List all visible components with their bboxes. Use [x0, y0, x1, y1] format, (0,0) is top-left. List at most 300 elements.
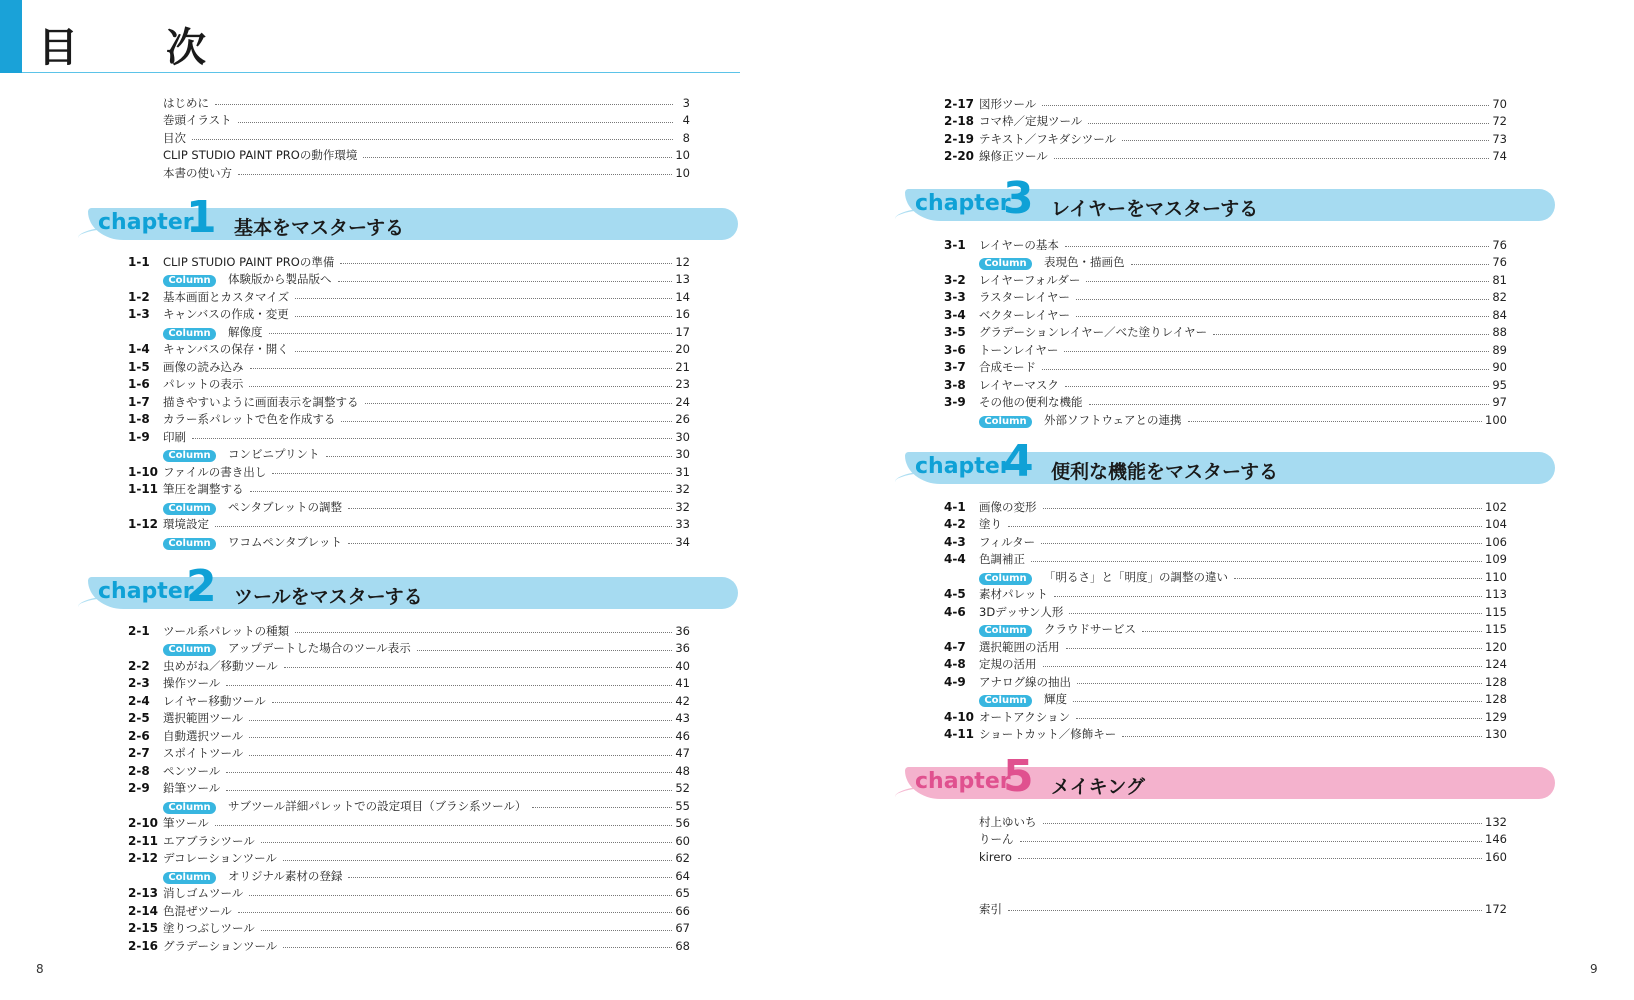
chapter-header-5[interactable] [895, 751, 1555, 802]
entry-title: 筆ツール [163, 816, 209, 830]
toc-entry[interactable] [128, 288, 690, 305]
toc-entry[interactable] [128, 323, 690, 340]
entry-label [979, 814, 1037, 830]
toc-entry[interactable] [944, 568, 1507, 585]
entry-label [163, 130, 186, 146]
leader-dots [1088, 123, 1489, 124]
entry-title: キャンバスの保存・開く [163, 342, 289, 356]
entry-number: 1-11 [128, 482, 159, 496]
entry-page-number: 40 [675, 658, 690, 673]
leader-dots [1131, 264, 1490, 265]
page-number-right: 9 [1590, 962, 1598, 976]
leader-dots [226, 772, 672, 773]
leader-dots [192, 438, 672, 439]
column-badge: Column [979, 625, 1032, 637]
toc-entry[interactable] [128, 675, 690, 692]
toc-entry[interactable] [944, 254, 1507, 271]
toc-entry[interactable] [128, 937, 690, 954]
entry-label [163, 411, 335, 427]
toc-entry[interactable] [944, 726, 1507, 743]
toc-entry[interactable] [128, 745, 690, 762]
entry-title: 解像度 [228, 324, 263, 339]
toc-entry[interactable] [128, 902, 690, 919]
entry-title: パレットの表示 [163, 377, 244, 391]
toc-entry[interactable] [944, 148, 1507, 165]
leader-dots [295, 632, 672, 633]
toc-entry[interactable] [128, 376, 690, 393]
leader-dots [1086, 281, 1489, 282]
toc-entry[interactable] [128, 640, 690, 657]
entry-page-number: 36 [675, 641, 690, 655]
entry-label [163, 464, 266, 480]
leader-dots [1065, 246, 1489, 247]
toc-entry[interactable] [944, 831, 1507, 848]
toc-entry[interactable] [944, 411, 1507, 428]
toc-entry[interactable] [128, 253, 690, 270]
column-badge: Column [163, 538, 216, 550]
entry-page-number: 124 [1485, 657, 1507, 671]
column-badge: Column [979, 416, 1032, 428]
entry-number: 3-2 [944, 272, 966, 287]
entry-number: 3-8 [944, 377, 966, 392]
chapter-number: 2 [186, 561, 217, 612]
entry-number: 1-9 [128, 429, 150, 444]
entry-page-number: 31 [675, 464, 690, 479]
title-rule [22, 72, 740, 73]
entry-page-number: 76 [1492, 255, 1507, 269]
entry-label [163, 394, 359, 410]
entry-page-number: 43 [675, 711, 690, 725]
entry-title: CLIP STUDIO PAINT PROの準備 [163, 254, 335, 269]
toc-entry[interactable] [944, 306, 1507, 323]
entry-page-number: 62 [675, 851, 690, 865]
toc-entry[interactable] [128, 657, 690, 674]
leader-dots [341, 421, 672, 422]
entry-label [163, 534, 342, 550]
entry-page-number: 74 [1492, 149, 1507, 163]
leader-dots [272, 473, 672, 474]
entry-label [163, 147, 357, 163]
column-badge: Column [163, 275, 216, 287]
entry-label [163, 516, 209, 532]
toc-entry[interactable] [128, 306, 690, 323]
leader-dots [1089, 404, 1490, 405]
toc-entry[interactable] [128, 762, 690, 779]
front-entry[interactable] [163, 129, 690, 146]
leader-dots [1077, 683, 1482, 684]
entry-title: 本書の使い方 [163, 165, 232, 180]
entry-page-number: 26 [675, 412, 690, 426]
entry-title: ラスターレイヤー [979, 290, 1070, 304]
entry-title: ショートカット／修飾キー [979, 727, 1117, 741]
toc-entry[interactable] [944, 289, 1507, 306]
entry-label [979, 377, 1059, 393]
entry-label [979, 534, 1035, 550]
toc-entry[interactable] [128, 516, 690, 533]
entry-title: 環境設定 [163, 517, 209, 531]
entry-number: 2-6 [128, 728, 150, 743]
entry-label [163, 289, 289, 305]
leader-dots [249, 386, 672, 387]
leader-dots [1018, 858, 1482, 859]
toc-entry[interactable] [128, 920, 690, 937]
entry-number: 2-20 [944, 149, 975, 163]
leader-dots [249, 737, 672, 738]
entry-page-number: 8 [682, 130, 690, 145]
entry-number: 4-10 [944, 709, 975, 724]
chapter-title: 便利な機能をマスターする [1051, 461, 1279, 483]
toc-entry[interactable] [128, 622, 690, 639]
entry-number: 4-9 [944, 674, 966, 689]
leader-dots [365, 403, 673, 404]
entry-title: 鉛筆ツール [163, 781, 221, 795]
leader-dots [340, 263, 672, 264]
entry-page-number: 48 [675, 763, 690, 778]
entry-title: オートアクション [979, 709, 1071, 724]
leader-dots [238, 174, 672, 175]
toc-entry[interactable] [944, 551, 1507, 568]
entry-number: 2-14 [128, 903, 159, 918]
entry-number: 2-19 [944, 131, 975, 146]
toc-entry[interactable] [944, 324, 1507, 341]
entry-page-number: 84 [1492, 307, 1507, 322]
leader-dots [1043, 823, 1483, 824]
leader-dots [283, 947, 672, 948]
toc-entry[interactable] [128, 692, 690, 709]
entry-page-number: 52 [675, 781, 690, 795]
entry-title: 塗りつぶしツール [163, 921, 255, 935]
entry-label [163, 306, 289, 322]
entry-label [163, 446, 320, 462]
entry-title: 色調補正 [979, 552, 1025, 566]
chapter-header-1[interactable] [78, 192, 738, 243]
entry-number: 4-3 [944, 534, 966, 549]
toc-entry[interactable] [128, 850, 690, 867]
column-badge: Column [163, 450, 216, 462]
entry-number: 2-7 [128, 746, 150, 760]
leader-dots [1076, 718, 1482, 719]
chapter-title: ツールをマスターする [234, 586, 423, 608]
entry-title: ペンタブレットの調整 [228, 499, 342, 514]
front-entry[interactable] [163, 112, 690, 129]
leader-dots [348, 508, 672, 509]
chapter-word: chapter [915, 454, 1011, 479]
leader-dots [261, 842, 673, 843]
entry-page-number: 14 [675, 289, 690, 304]
entry-label [163, 728, 243, 744]
leader-dots [363, 157, 672, 158]
entry-title: 3Dデッサン人形 [979, 604, 1064, 619]
chapter-header-2[interactable] [78, 561, 738, 612]
leader-dots [1142, 631, 1482, 632]
entry-page-number: 10 [675, 165, 690, 180]
entry-page-number: 100 [1485, 412, 1507, 427]
entry-page-number: 73 [1492, 131, 1507, 146]
entry-title: はじめに [163, 95, 209, 110]
entry-number: 2-18 [944, 114, 975, 128]
entry-label [163, 710, 243, 726]
toc-entry[interactable] [944, 656, 1507, 673]
toc-entry[interactable] [128, 341, 690, 358]
toc-entry[interactable] [128, 780, 690, 797]
entry-label [979, 394, 1083, 410]
leader-dots [1076, 299, 1490, 300]
chapter-word: chapter [915, 769, 1011, 794]
entry-page-number: 106 [1485, 534, 1507, 549]
entry-title: ファイルの書き出し [163, 464, 267, 479]
entry-number: 2-9 [128, 781, 150, 795]
entry-number: 2-8 [128, 763, 150, 778]
entry-page-number: 102 [1485, 499, 1507, 514]
entry-title: テキスト／フキダシツール [979, 131, 1116, 146]
leader-dots [192, 139, 673, 140]
entry-page-number: 32 [675, 499, 690, 514]
entry-label [979, 324, 1207, 340]
entry-title: CLIP STUDIO PAINT PROの動作環境 [163, 148, 358, 162]
entry-page-number: 104 [1485, 517, 1507, 531]
leader-dots [284, 667, 673, 668]
entry-label [163, 693, 266, 709]
entry-title: ワコムペンタブレット [228, 534, 342, 549]
toc-entry[interactable] [944, 516, 1507, 533]
leader-dots [1031, 561, 1482, 562]
entry-label [163, 165, 232, 181]
entry-title: レイヤーフォルダー [979, 272, 1081, 287]
entry-title: りーん [979, 832, 1014, 846]
entry-title: 目次 [163, 130, 186, 145]
entry-page-number: 66 [675, 903, 690, 918]
entry-title: 「明るさ」と「明度」の調整の違い [1044, 569, 1228, 584]
entry-label [163, 481, 244, 497]
chapter-header-4[interactable] [895, 436, 1555, 487]
leader-dots [238, 912, 673, 913]
leader-dots [1008, 526, 1482, 527]
entry-page-number: 65 [675, 886, 690, 900]
toc-entry[interactable] [128, 358, 690, 375]
leader-dots [1041, 543, 1482, 544]
entry-number: 1-5 [128, 359, 150, 374]
toc-entry[interactable] [944, 848, 1507, 865]
leader-dots [1213, 334, 1489, 335]
entry-number: 3-5 [944, 325, 966, 339]
chapter-header-3[interactable] [895, 173, 1555, 224]
page-number-left: 8 [36, 962, 44, 976]
column-badge: Column [979, 695, 1032, 707]
leader-dots [226, 685, 672, 686]
entry-page-number: 64 [675, 868, 690, 883]
toc-entry[interactable] [944, 271, 1507, 288]
leader-dots [348, 877, 672, 878]
entry-title: オリジナル素材の登録 [228, 868, 343, 883]
title-accent-bar [0, 0, 22, 73]
entry-number: 2-11 [128, 833, 159, 848]
entry-number: 1-3 [128, 307, 150, 321]
chapter-word: chapter [98, 579, 194, 604]
leader-dots [1008, 910, 1482, 911]
entry-label [979, 307, 1070, 323]
toc-entry[interactable] [128, 428, 690, 445]
chapter-title: レイヤーをマスターする [1051, 198, 1259, 220]
entry-number: 4-4 [944, 552, 966, 566]
front-entry[interactable] [163, 147, 690, 164]
entry-label [979, 726, 1116, 742]
entry-title: 索引 [979, 901, 1002, 916]
leader-dots [1188, 421, 1483, 422]
entry-page-number: 88 [1492, 325, 1507, 339]
entry-label [979, 359, 1036, 375]
toc-entry[interactable] [128, 411, 690, 428]
toc-entry[interactable] [128, 498, 690, 515]
entry-number: 1-10 [128, 464, 159, 479]
entry-label [979, 831, 1014, 847]
entry-page-number: 146 [1485, 832, 1507, 846]
entry-page-number: 70 [1492, 96, 1507, 111]
entry-label [163, 920, 255, 936]
entry-number: 1-4 [128, 342, 150, 356]
toc-entry[interactable] [128, 885, 690, 902]
entry-title: 塗り [979, 517, 1002, 531]
entry-title: カラー系パレットで色を作成する [163, 412, 336, 426]
entry-number: 1-8 [128, 412, 150, 426]
entry-page-number: 24 [675, 394, 690, 409]
toc-entry[interactable] [128, 710, 690, 727]
entry-number: 1-2 [128, 289, 150, 304]
toc-entry[interactable] [944, 708, 1507, 725]
leader-dots [250, 368, 673, 369]
toc-entry[interactable] [128, 815, 690, 832]
leader-dots [238, 122, 673, 123]
leader-dots [249, 895, 672, 896]
entry-label [979, 272, 1080, 288]
entry-title: サブツール詳細パレットでの設定項目（ブラシ系ツール） [228, 798, 527, 813]
entry-label [163, 850, 277, 866]
entry-label [163, 798, 526, 814]
entry-title: 画像の変形 [979, 499, 1037, 514]
chapter-title: 基本をマスターする [234, 217, 405, 239]
entry-number: 2-12 [128, 851, 159, 865]
entry-title: 輝度 [1044, 692, 1067, 706]
index-entry[interactable] [944, 900, 1507, 917]
toc-entry[interactable] [128, 533, 690, 550]
front-entry[interactable] [163, 164, 690, 181]
toc-entry[interactable] [128, 271, 690, 288]
toc-entry[interactable] [128, 727, 690, 744]
toc-entry[interactable] [944, 394, 1507, 411]
entry-page-number: 30 [675, 429, 690, 444]
entry-title: アナログ線の抽出 [979, 674, 1071, 689]
entry-label [979, 709, 1070, 725]
entry-title: 印刷 [163, 429, 186, 444]
leader-dots [249, 720, 672, 721]
leader-dots [295, 316, 673, 317]
entry-page-number: 32 [675, 482, 690, 496]
toc-entry[interactable] [944, 95, 1507, 112]
entry-label [979, 499, 1037, 515]
entry-label [163, 780, 220, 796]
leader-dots [1076, 316, 1489, 317]
leader-dots [215, 526, 672, 527]
leader-dots [1122, 140, 1489, 141]
toc-entry[interactable] [128, 867, 690, 884]
entry-title: 外部ソフトウェアとの連携 [1044, 412, 1182, 427]
entry-page-number: 113 [1485, 587, 1507, 601]
entry-number: 2-13 [128, 886, 159, 900]
toc-entry[interactable] [128, 393, 690, 410]
entry-number: 1-12 [128, 517, 159, 531]
entry-label [163, 341, 289, 357]
column-badge: Column [163, 872, 216, 884]
toc-entry[interactable] [944, 586, 1507, 603]
entry-title: 自動選択ツール [163, 728, 244, 743]
toc-entry[interactable] [128, 463, 690, 480]
entry-label [163, 833, 255, 849]
entry-label [163, 429, 186, 445]
entry-label [163, 95, 209, 111]
leader-dots [1042, 105, 1489, 106]
toc-entry[interactable] [944, 130, 1507, 147]
entry-number: 3-3 [944, 290, 966, 304]
toc-entry[interactable] [944, 113, 1507, 130]
entry-title: フィルター [979, 534, 1036, 549]
toc-entry[interactable] [944, 533, 1507, 550]
entry-page-number: 3 [682, 95, 690, 110]
front-entry[interactable] [163, 94, 690, 111]
entry-label [979, 342, 1058, 358]
leader-dots [215, 825, 673, 826]
toc-entry[interactable] [128, 481, 690, 498]
entry-title: 定規の活用 [979, 657, 1037, 671]
entry-page-number: 67 [675, 921, 690, 935]
leader-dots [1043, 508, 1483, 509]
entry-label [163, 763, 220, 779]
toc-entry[interactable] [128, 832, 690, 849]
toc-entry[interactable] [944, 638, 1507, 655]
entry-page-number: 128 [1485, 692, 1507, 706]
toc-entry[interactable] [944, 603, 1507, 620]
toc-entry[interactable] [944, 359, 1507, 376]
entry-page-number: 21 [675, 359, 690, 374]
column-badge: Column [163, 328, 216, 340]
entry-label [163, 658, 278, 674]
entry-title: スポイトツール [163, 746, 244, 760]
toc-entry[interactable] [128, 797, 690, 814]
entry-label [163, 885, 243, 901]
entry-title: 素材パレット [979, 587, 1048, 601]
leader-dots [1122, 736, 1482, 737]
entry-title: ペンツール [163, 763, 221, 778]
entry-page-number: 60 [675, 833, 690, 848]
entry-label [163, 359, 244, 375]
column-badge: Column [163, 644, 216, 656]
entry-page-number: 82 [1492, 290, 1507, 304]
leader-dots [249, 755, 672, 756]
toc-entry[interactable] [128, 446, 690, 463]
page-title: 目 次 [38, 25, 230, 71]
toc-entry[interactable] [944, 236, 1507, 253]
toc-entry[interactable] [944, 376, 1507, 393]
entry-page-number: 90 [1492, 360, 1507, 374]
entry-page-number: 34 [675, 534, 690, 549]
toc-entry[interactable] [944, 498, 1507, 515]
toc-entry[interactable] [944, 341, 1507, 358]
toc-entry[interactable] [944, 673, 1507, 690]
leader-dots [250, 491, 673, 492]
toc-entry[interactable] [944, 813, 1507, 830]
entry-number: 3-7 [944, 360, 966, 374]
leader-dots [417, 650, 673, 651]
toc-entry[interactable] [944, 691, 1507, 708]
toc-entry[interactable] [944, 621, 1507, 638]
